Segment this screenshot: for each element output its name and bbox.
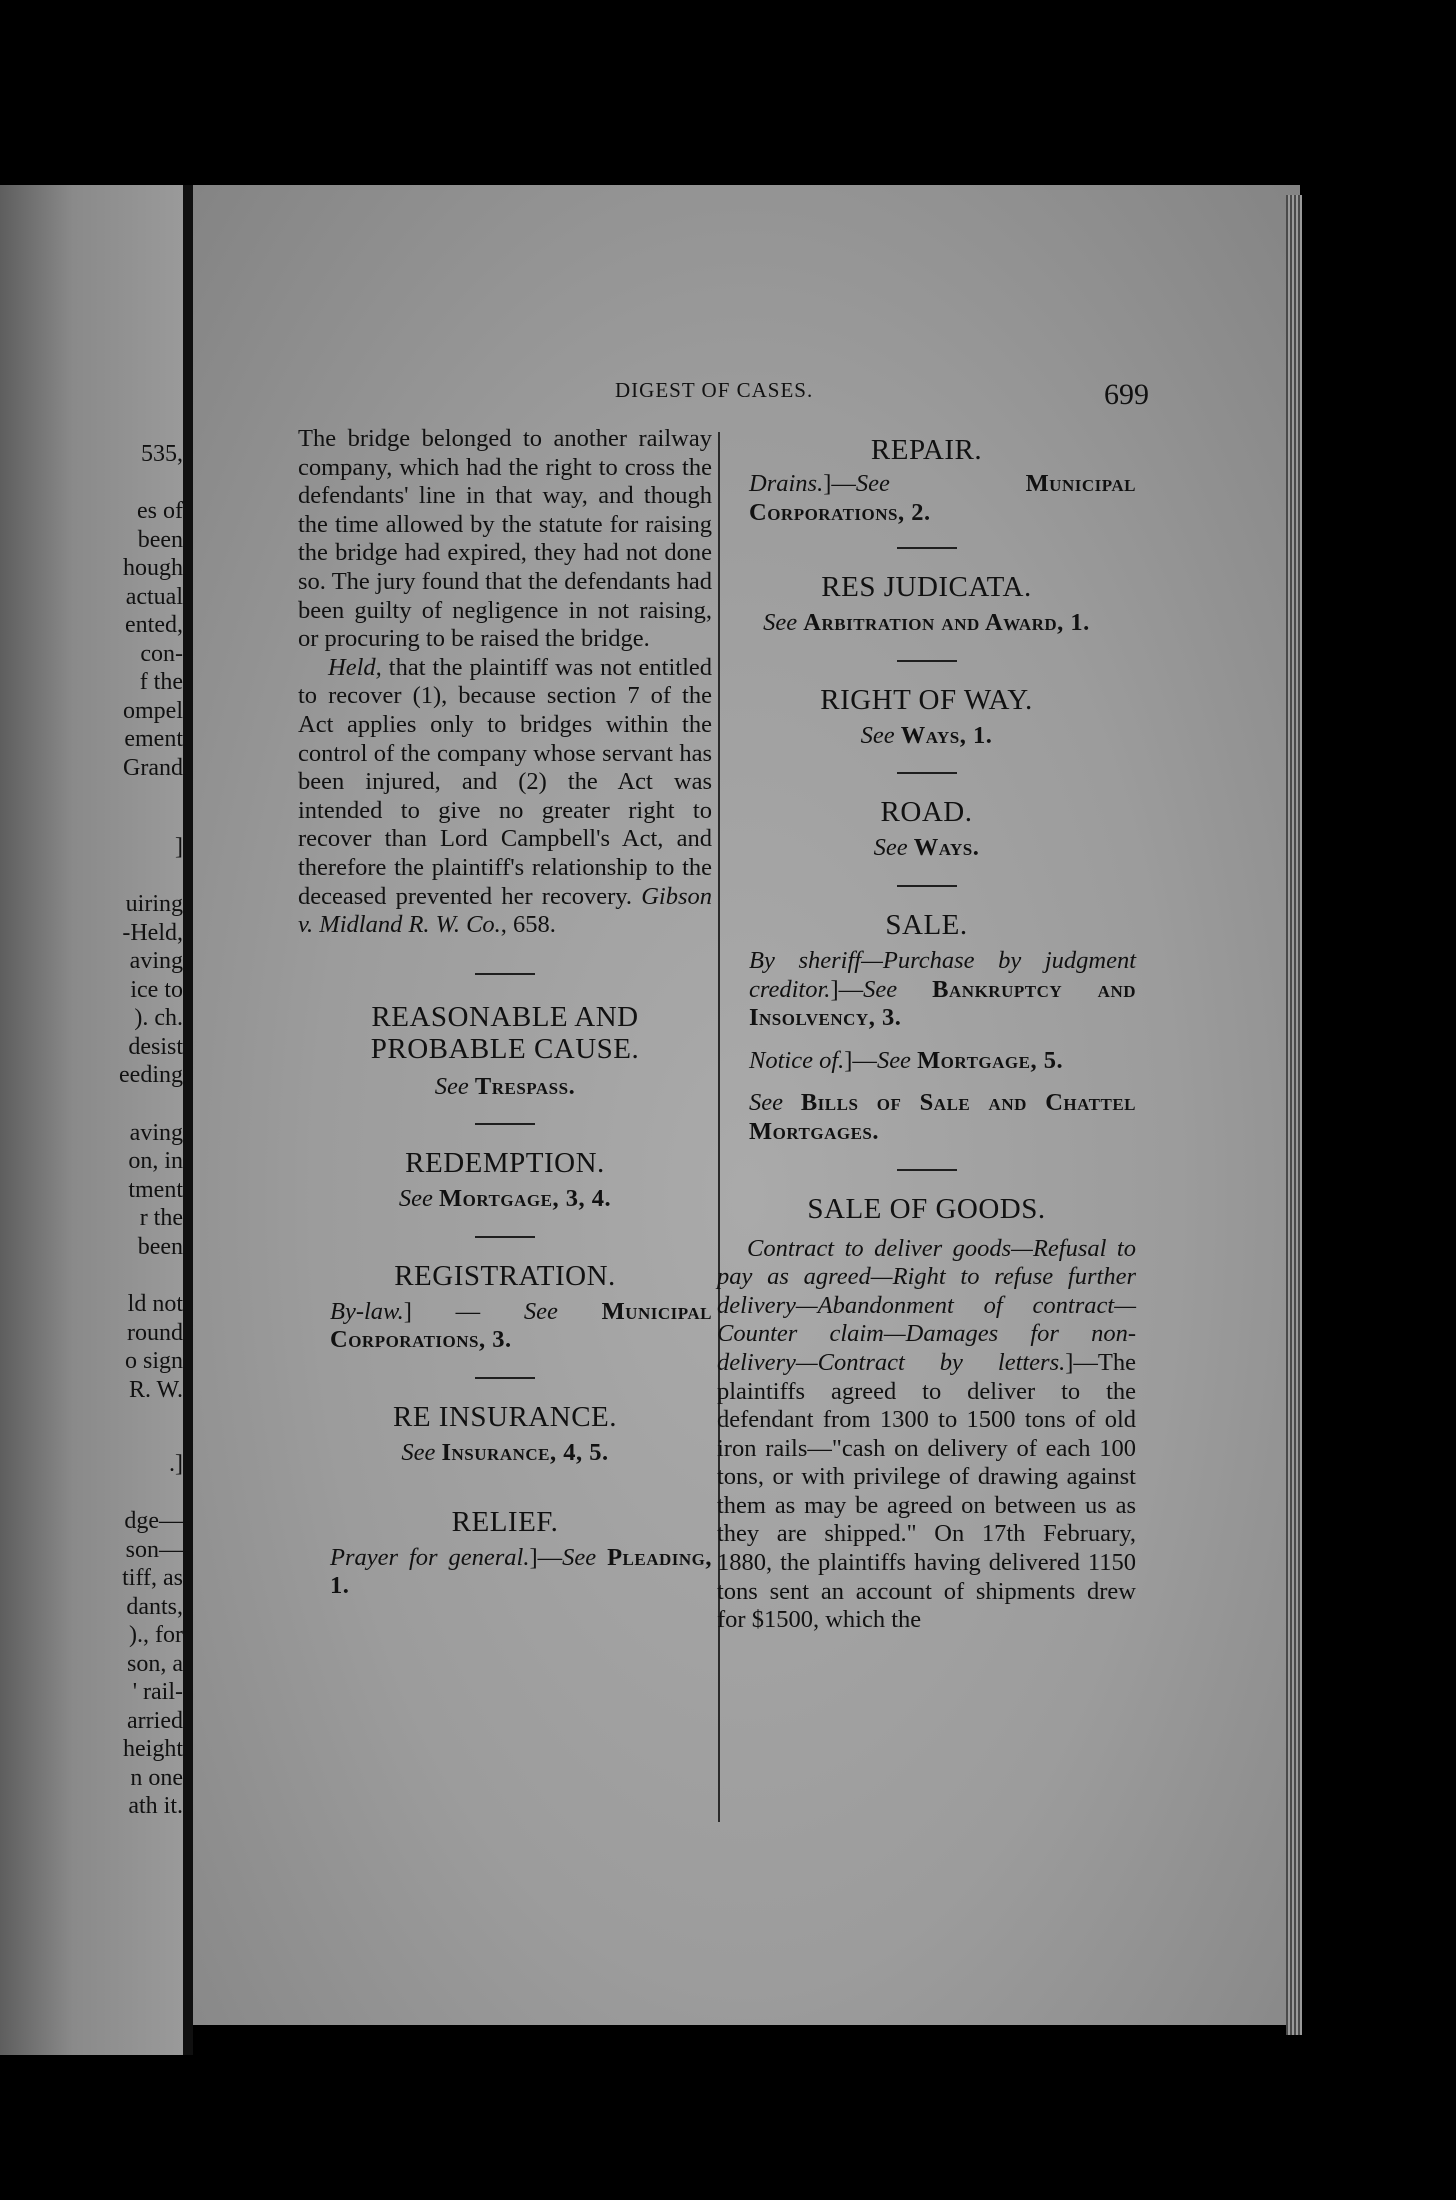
cross-reference: Pleading, 1. [330,1543,713,1600]
see-label: See [523,1297,558,1325]
margin-fragment: arried [127,1708,183,1734]
see-label: See [863,975,898,1003]
margin-fragment: desist [128,1034,183,1060]
margin-fragment: tment [128,1177,183,1203]
subtopic: By-law. [330,1297,404,1325]
heading-sale: SALE. [885,908,968,941]
bracket: ]— [830,975,864,1003]
subtopic: Contract to deliver goods—Refusal to pay as agreed—Right to refuse further delivery—Abandonment of contract—Counter claim—Damages for non-delivery—Contract by letters. [717,1234,1136,1376]
margin-fragment: R. W. [128,1377,183,1403]
margin-fragment: n one [130,1765,183,1791]
cross-reference: Municipal Corporations, 2. [749,470,1136,526]
margin-fragment: dge— [124,1508,183,1534]
adjacent-page-strip [0,185,183,2055]
margin-fragment: ). ch. [134,1005,183,1031]
ref-right-of-way [717,722,1136,751]
running-head: DIGEST OF CASES. [615,378,814,402]
margin-fragment: ented, [125,612,183,638]
margin-fragment: aving [129,1120,183,1146]
case-text: ]—The plaintiffs agreed to deliver to the defendant from 1300 to 1500 tons of old iron rails—"cash on delivery of each 100 tons, or with privilege of drawing against them as may be agreed on between us as they are shipped." On 17th February, 1880, the plaintiffs having delivered 1150 tons sent an account of shipments drew for $1500, which the [717,1348,1136,1634]
see-label: See [434,1072,469,1100]
margin-fragment: ath it. [128,1793,183,1819]
cross-reference: Bills of Sale and Chattel Mortgages. [749,1089,1136,1145]
see-label: See [763,609,798,637]
cross-reference: Mortgage, 3, 4. [439,1185,612,1213]
margin-fragment: -Held, [122,920,183,946]
see-label: See [876,1046,911,1074]
margin-fragment: actual [125,584,183,610]
margin-fragment: uiring [125,891,183,917]
ref-road [717,834,1136,863]
cross-reference: Trespass. [474,1072,576,1100]
heading-registration: REGISTRATION. [394,1259,616,1292]
see-label: See [749,1089,783,1117]
margin-fragment: been [137,527,183,553]
sale-of-goods-paragraph [717,1235,1136,1635]
see-label: See [562,1543,597,1571]
margin-fragment: ' rail- [132,1679,183,1705]
margin-fragment: ice to [130,977,183,1003]
page-number: 699 [1104,378,1149,411]
ref-sale-bills [717,1089,1136,1146]
ref-sale-sheriff [717,947,1136,1033]
margin-fragment: ld not [127,1291,183,1317]
ref-relief [298,1544,712,1601]
margin-fragment: been [137,1234,183,1260]
margin-fragment: o sign [124,1348,183,1374]
margin-fragment: .] [169,1451,183,1477]
bracket: ]— [529,1543,563,1571]
heading-reinsurance: RE INSURANCE. [392,1401,617,1434]
see-label: See [401,1439,436,1467]
heading-redemption: REDEMPTION. [405,1147,605,1180]
ref-sale-notice [717,1047,1136,1076]
ref-res-judicata [717,609,1136,638]
ref-redemption [298,1185,712,1214]
see-label: See [860,721,895,749]
margin-fragment: con- [140,641,183,667]
ref-reasonable-cause [298,1073,712,1102]
margin-fragment: ] [175,834,183,860]
bridge-paragraph: The bridge belonged to another railway company, which had the right to cross the defendants' line in that way, and though the time allowed by the statute for raising the bridge had expired, they had not done so. The jury found that the defendants had been guilty of negligence in not raising, or procuring to be raised the bridge. [298,425,712,653]
right-column [717,434,1136,1635]
bracket: ] — [403,1297,524,1325]
case-cite: , 658. [500,911,556,939]
cross-reference: Insurance, 4, 5. [441,1439,609,1467]
heading-sale-of-goods: SALE OF GOODS. [807,1192,1046,1225]
heading-res-judicata: RES JUDICATA. [821,571,1032,604]
margin-fragment: dants, [126,1594,183,1620]
heading-road: ROAD. [880,796,973,829]
cross-reference: Bankruptcy and Insolvency, 3. [749,975,1137,1032]
see-label: See [873,834,908,862]
subtopic: Prayer for general. [330,1543,530,1571]
cross-reference: Municipal Corporations, 3. [330,1297,712,1354]
ref-repair [717,470,1136,527]
heading-right-of-way: RIGHT OF WAY. [820,683,1033,716]
subtopic: Drains. [749,470,824,497]
margin-fragment: on, in [128,1148,183,1174]
heading-relief: RELIEF. [451,1505,559,1538]
cross-reference: Mortgage, 5. [917,1046,1064,1074]
margin-fragment: f the [139,669,183,695]
subtopic: Notice of. [749,1046,845,1074]
margin-fragment: Grand [123,755,183,781]
held-label: Held, [328,653,382,681]
margin-fragment: hough [123,555,183,581]
margin-fragment: son— [125,1537,183,1563]
held-text: that the plaintiff was not entitled to recover (1), because section 7 of the Act applies only to bridges within the control of the company whose servant has been injured, and (2) the Act was intended to give no greater right to recover than Lord Campbell's Act, and therefore the plaintiff's relationship to the deceased prevented her recovery. [298,653,712,910]
see-label: See [398,1185,433,1213]
margin-fragment: es of [137,498,183,524]
page-fold-shadow [183,185,193,2055]
margin-fragment: son, a [127,1651,183,1677]
heading-reasonable-cause: REASONABLE AND PROBABLE CAUSE. [370,1000,640,1065]
bracket: ]— [823,470,856,497]
ref-reinsurance [298,1439,712,1468]
bracket: ]— [844,1046,877,1074]
cross-reference: Arbitration and Award, 1. [803,609,1090,637]
margin-fragment: )., for [129,1622,183,1648]
margin-fragment: height [123,1736,183,1762]
margin-fragment: ement [124,726,183,752]
margin-fragment: round [127,1320,183,1346]
margin-fragment: eeding [119,1062,183,1088]
margin-fragment: r the [139,1205,183,1231]
heading-repair: REPAIR. [870,434,983,466]
ref-registration [298,1298,712,1355]
margin-fragment: ompel [123,698,183,724]
left-column [298,425,712,1601]
cross-reference: Ways. [913,834,980,862]
margin-fragment: aving [129,948,183,974]
see-label: See [855,470,890,497]
margin-fragment: 535, [141,441,183,467]
page-edge [1286,195,1302,2035]
subtopic: By sheriff—Purchase by judgment creditor. [749,946,1136,1003]
cross-reference: Ways, 1. [900,721,993,749]
margin-fragment: tiff, as [122,1565,183,1591]
case-name: Gibson v. Midland R. W. Co. [298,882,712,939]
held-paragraph [298,654,712,940]
